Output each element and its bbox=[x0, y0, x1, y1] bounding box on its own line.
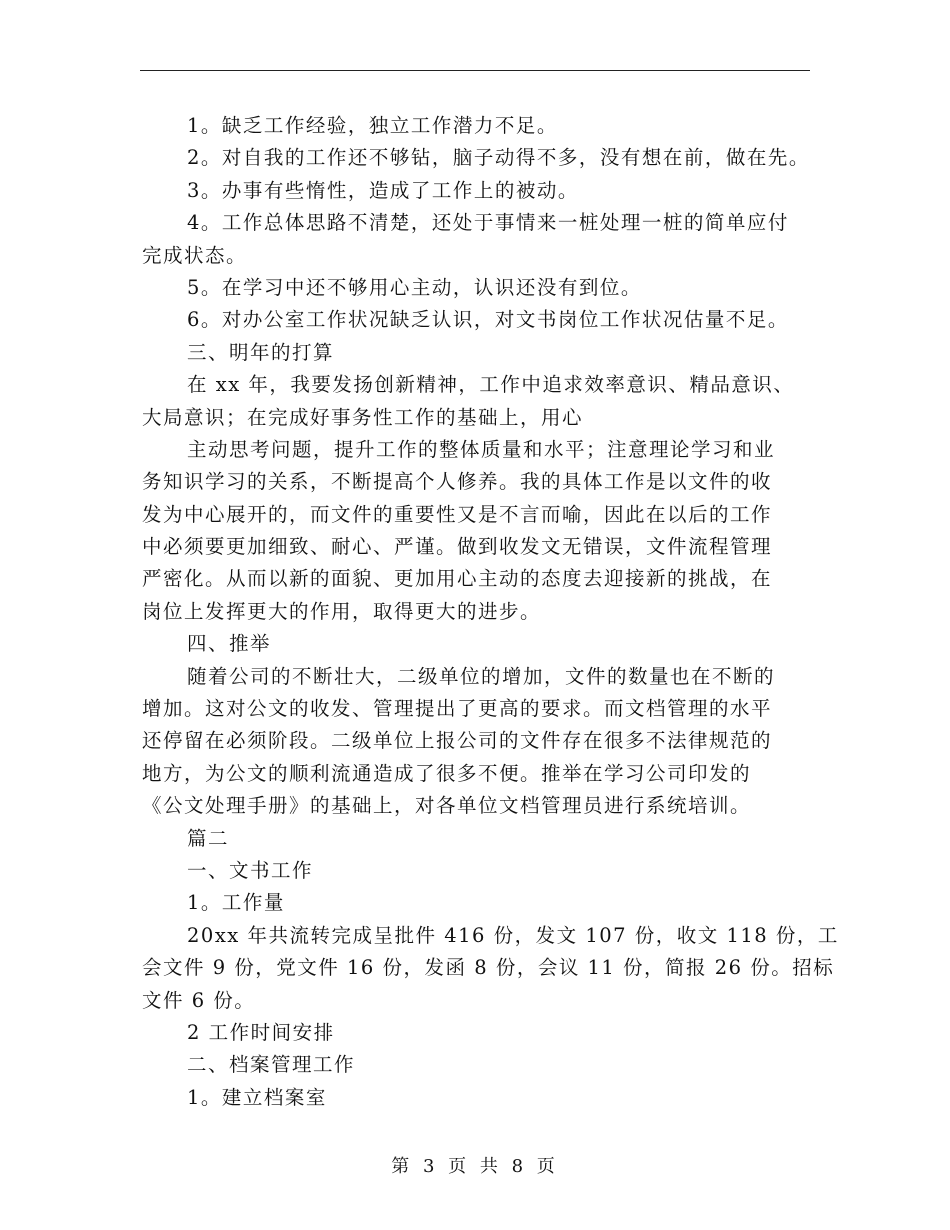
text-line: 1。工作量 bbox=[187, 891, 285, 915]
text-line: 中必须要更加细致、耐心、严谨。做到收发文无错误，文件流程管理 bbox=[142, 535, 773, 559]
header-rule bbox=[140, 70, 810, 71]
text-line: 2 工作时间安排 bbox=[187, 1020, 335, 1044]
page-footer: 第 3 页 共 8 页 bbox=[391, 1156, 559, 1177]
text-line: 6。对办公室工作状况缺乏认识，对文书岗位工作状况估量不足。 bbox=[187, 308, 789, 332]
text-line: 主动思考问题，提升工作的整体质量和水平；注意理论学习和业 bbox=[187, 437, 776, 461]
text-line: 1。建立档案室 bbox=[187, 1085, 327, 1109]
text-line: 4。工作总体思路不清楚，还处于事情来一桩处理一桩的简单应付 bbox=[187, 211, 789, 235]
text-line: 会文件 9 份，党文件 16 份，发函 8 份，会议 11 份，简报 26 份。招标 bbox=[142, 956, 835, 980]
text-line: 篇二 bbox=[187, 826, 230, 850]
text-line: 在 xx 年，我要发扬创新精神，工作中追求效率意识、精品意识、 bbox=[187, 373, 795, 397]
text-line: 发为中心展开的，而文件的重要性又是不言而喻，因此在以后的工作 bbox=[142, 502, 773, 526]
text-line: 还停留在必须阶段。二级单位上报公司的文件存在很多不法律规范的 bbox=[142, 729, 773, 753]
text-line: 四、推举 bbox=[187, 632, 272, 656]
text-line: 严密化。从而以新的面貌、更加用心主动的态度去迎接新的挑战，在 bbox=[142, 567, 773, 591]
text-line: 3。办事有些惰性，造成了工作上的被动。 bbox=[187, 178, 579, 202]
text-line: 增加。这对公文的收发、管理提出了更高的要求。而文档管理的水平 bbox=[142, 697, 773, 721]
text-line: 务知识学习的关系，不断提高个人修养。我的具体工作是以文件的收 bbox=[142, 470, 773, 494]
document-body bbox=[142, 110, 839, 1114]
text-line: 地方，为公文的顺利流通造成了很多不便。推举在学习公司印发的 bbox=[142, 761, 752, 785]
text-line: 1。缺乏工作经验，独立工作潜力不足。 bbox=[187, 114, 558, 137]
text-line: 20xx 年共流转完成呈批件 416 份，发文 107 份，收文 118 份，工 bbox=[187, 923, 839, 947]
text-line: 一、文书工作 bbox=[187, 858, 314, 882]
text-line: 岗位上发挥更大的作用，取得更大的进步。 bbox=[142, 599, 542, 623]
text-line: 随着公司的不断壮大，二级单位的增加，文件的数量也在不断的 bbox=[187, 664, 776, 688]
text-line: 三、明年的打算 bbox=[187, 340, 335, 364]
text-line: 大局意识；在完成好事务性工作的基础上，用心 bbox=[142, 405, 584, 429]
text-line: 完成状态。 bbox=[142, 243, 248, 267]
text-line: 2。对自我的工作还不够钻，脑子动得不多，没有想在前，做在先。 bbox=[187, 146, 810, 170]
text-line: 《公文处理手册》的基础上，对各单位文档管理员进行系统培训。 bbox=[142, 794, 752, 818]
text-line: 文件 6 份。 bbox=[142, 988, 256, 1012]
text-line: 5。在学习中还不够用心主动，认识还没有到位。 bbox=[187, 275, 642, 299]
text-line: 二、档案管理工作 bbox=[187, 1053, 356, 1077]
